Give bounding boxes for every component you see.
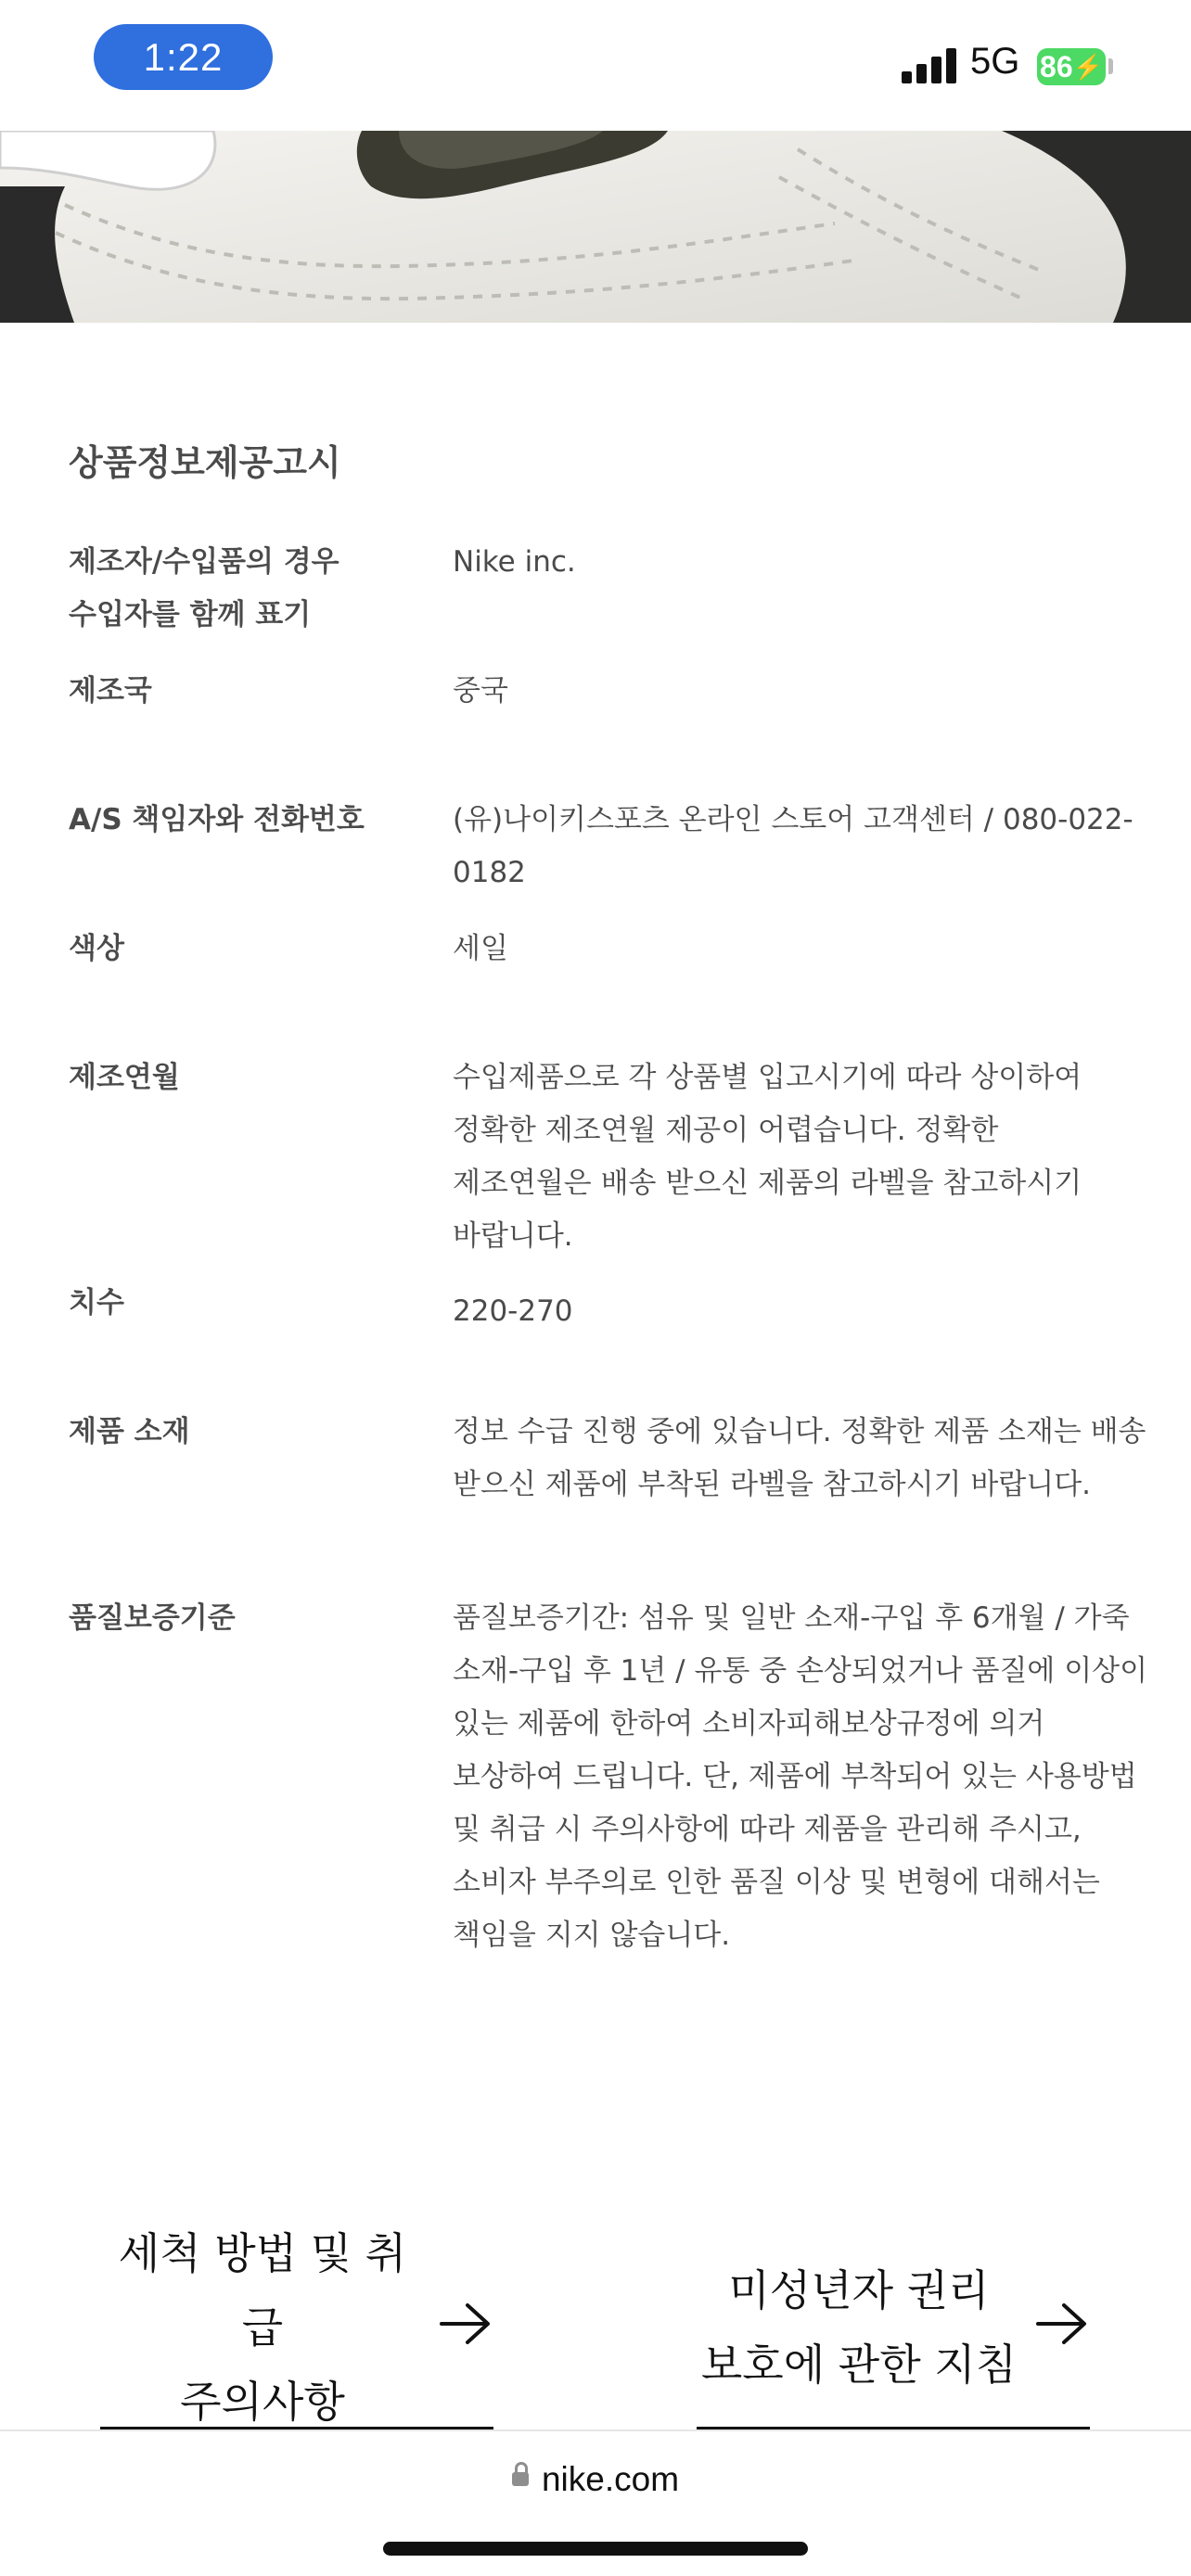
product-info-notice-title: 상품정보제공고시 (69, 442, 341, 483)
info-value-line: 있는 제품에 한하여 소비자피해보상규정에 의거 (453, 1707, 1045, 1741)
divider (0, 2429, 1191, 2431)
status-bar (0, 0, 1191, 131)
battery-cap (1108, 58, 1113, 74)
washing-care-link[interactable] (100, 2227, 493, 2429)
home-indicator[interactable] (383, 2542, 808, 2556)
info-value-line: 제조연월은 배송 받으신 제품의 라벨을 참고하시기 (453, 1167, 1082, 1200)
info-value-line: 및 취급 시 주의사항에 따라 제품을 관리해 주시고, (453, 1813, 1082, 1846)
info-label-line: 제품 소재 (69, 1415, 190, 1448)
info-value-line: (유)나이키스포츠 온라인 스토어 고객센터 / 080-022- (453, 803, 1133, 836)
arrow-right-icon (1034, 2300, 1090, 2348)
info-value-line: 정확한 제조연월 제공이 어렵습니다. 정확한 (453, 1114, 999, 1147)
info-label (69, 665, 421, 718)
info-value (453, 794, 1191, 899)
info-value-line: 품질보증기간: 섬유 및 일반 소재-구입 후 6개월 / 가죽 (453, 1601, 1130, 1635)
info-value-line: 중국 (453, 674, 508, 708)
info-label-line: A/S 책임자와 전화번호 (69, 803, 365, 836)
minor-rights-link-label (697, 2253, 1021, 2402)
info-value-line: 바랍니다. (453, 1219, 573, 1253)
info-value-line: 받으신 제품에 부착된 라벨을 참고하시기 바랍니다. (453, 1468, 1091, 1501)
washing-care-link-label (100, 2216, 425, 2439)
lock-icon (512, 2472, 529, 2486)
link-label-line: 주의사항 (180, 2376, 345, 2427)
info-value-line: 220-270 (453, 1294, 573, 1328)
link-label-line: 보호에 관한 지침 (700, 2339, 1018, 2390)
arrow-right-icon (438, 2300, 493, 2348)
info-label-line: 치수 (69, 1286, 124, 1320)
battery-level: 86 (1040, 49, 1073, 83)
info-value (453, 1052, 1191, 1263)
info-value-line: 세일 (453, 932, 508, 965)
link-label-line: 미성년자 권리 (728, 2264, 990, 2315)
info-label-line: 제조국 (69, 674, 152, 708)
info-value-line: 0182 (453, 856, 526, 889)
info-label-line: 제조자/수입품의 경우 (69, 545, 339, 579)
info-label (69, 1592, 421, 1645)
network-type: 5G (970, 41, 1020, 82)
info-label-line: 제조연월 (69, 1061, 180, 1094)
info-value (453, 1285, 1191, 1338)
info-value-line: 수입제품으로 각 상품별 입고시기에 따라 상이하여 (453, 1061, 1082, 1094)
status-time[interactable]: 1:22 (94, 24, 273, 90)
info-label-line: 색상 (69, 932, 124, 965)
info-value-line: 소재-구입 후 1년 / 유통 중 손상되었거나 품질에 이상이 (453, 1654, 1148, 1688)
info-value (453, 1592, 1191, 1962)
browser-address-bar[interactable] (0, 2460, 1191, 2499)
info-label (69, 536, 421, 642)
info-value (453, 665, 1191, 718)
info-value-line: 책임을 지지 않습니다. (453, 1919, 731, 1952)
info-value (453, 1406, 1191, 1511)
link-label-line: 세척 방법 및 취급 (118, 2227, 407, 2353)
info-label (69, 1052, 421, 1104)
info-value (453, 536, 1191, 589)
info-label (69, 1277, 421, 1330)
info-value-line: 소비자 부주의로 인한 품질 이상 및 변형에 대해서는 (453, 1866, 1100, 1899)
info-label (69, 1406, 421, 1459)
info-value (453, 923, 1191, 976)
info-label (69, 923, 421, 976)
info-label-line: 수입자를 함께 표기 (69, 598, 312, 631)
product-image (0, 131, 1191, 323)
info-label-line: 품질보증기준 (69, 1601, 236, 1635)
minor-rights-link[interactable] (697, 2227, 1090, 2429)
cellular-signal-icon (902, 46, 957, 83)
info-label (69, 794, 421, 847)
info-value-line: Nike inc. (453, 545, 576, 579)
url-text: nike.com (541, 2460, 680, 2498)
battery-icon: 86 ⚡ (1037, 48, 1106, 85)
info-value-line: 보상하여 드립니다. 단, 제품에 부착되어 있는 사용방법 (453, 1760, 1137, 1793)
info-value-line: 정보 수급 진행 중에 있습니다. 정확한 제품 소재는 배송 (453, 1415, 1146, 1448)
